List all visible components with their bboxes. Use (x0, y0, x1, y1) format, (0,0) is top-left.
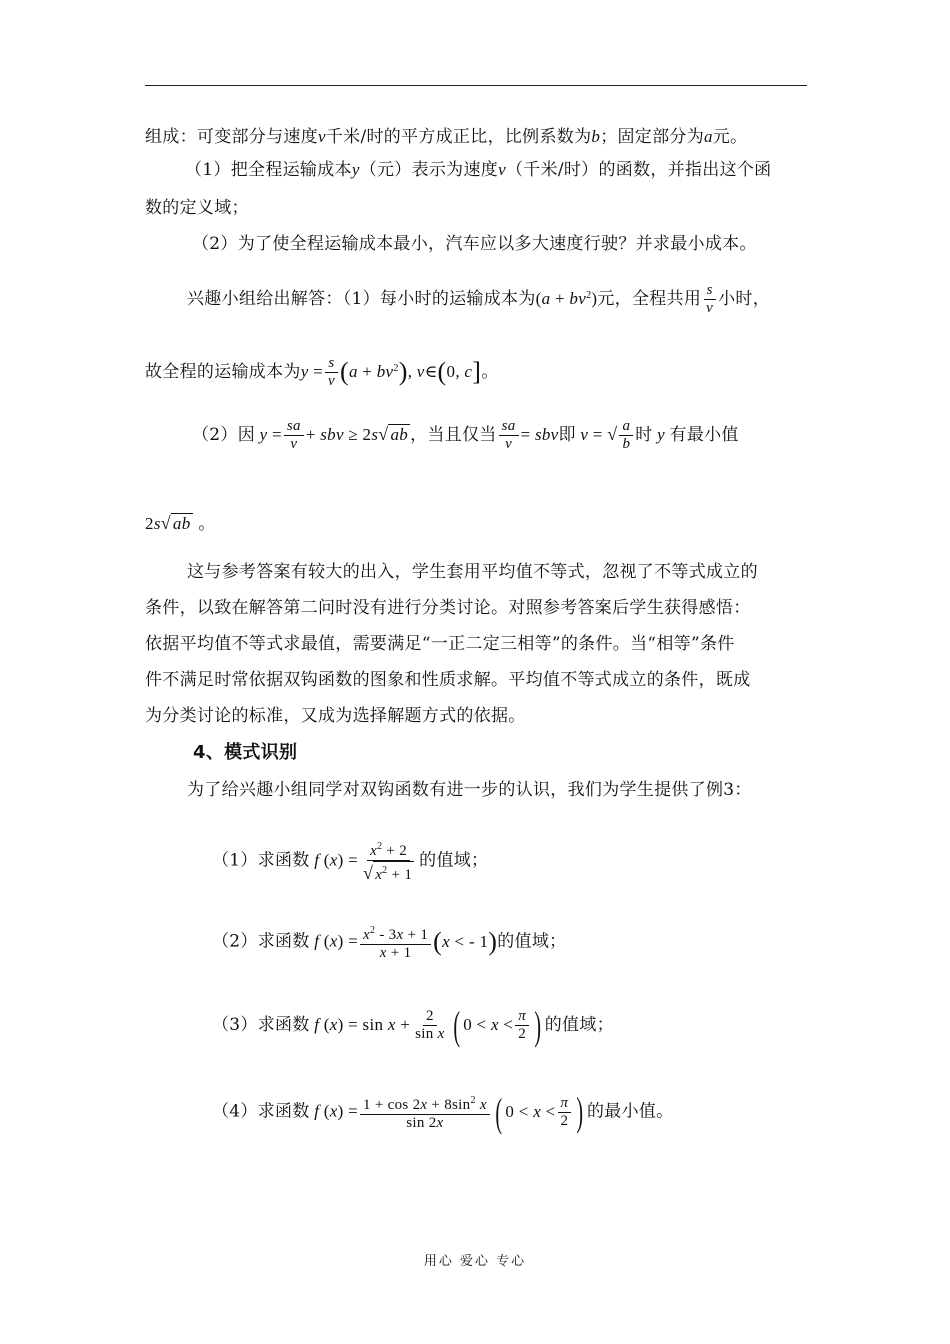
paragraph-line (145, 355, 499, 390)
fraction: $\frac{s}{v}$ (703, 282, 716, 317)
text: （1）把全程运输成本 (185, 160, 352, 180)
math-result: 2s√ ab 。 (145, 513, 216, 534)
paragraph-line: 数的定义域； (145, 198, 249, 218)
text: 有最小值 (669, 425, 739, 445)
text: 元，全程共用 (597, 289, 702, 309)
paragraph-line (187, 282, 770, 317)
text: ，当且仅当 (410, 425, 497, 445)
fraction: $\frac{x^2 - 3x + 1}{x + 1}$ (360, 922, 431, 962)
text: ；固定部分为 (600, 127, 705, 147)
fraction: $\frac{\pi}{2}$ (558, 1095, 572, 1130)
text: （元）表示为速度 (359, 160, 499, 180)
math-expr: ( 0 < x < (495, 1089, 556, 1135)
paragraph-line (192, 418, 739, 453)
math-expr: v = √ (580, 424, 618, 444)
math-b: b (591, 127, 601, 146)
text: 组成：可变部分与速度 (145, 127, 318, 147)
fraction: $\frac{sa}{v}$ (284, 418, 304, 453)
text: 时 (635, 425, 653, 445)
text: （4）求函数 (212, 1101, 310, 1122)
fraction: $\frac{1 + \cos 2x + 8\sin^2 x}{\sin 2x}$ (360, 1092, 490, 1132)
math-a: a (704, 127, 713, 146)
text: 的最小值。 (586, 1101, 674, 1122)
example-3: （3）求函数 f (x) = sin x + $\frac{2}{\text{sin x}}$ ( 0 < x < $\frac{\pi}{2}$ ) 的值域； (212, 1002, 614, 1049)
example-4: （4）求函数 f (x) = $\frac{1 + \cos 2x + 8\sin^2 x}{\sin 2x}$ ( 0 < x < $\frac{\pi}{2}$ ) 的最小值。 (212, 1089, 674, 1135)
math-expr: y = (300, 362, 323, 381)
paragraph-line: 这与参考答案有较大的出入，学生套用平均值不等式，忽视了不等式成立的 (187, 562, 758, 582)
paragraph-line: 条件，以致在解答第二问时没有进行分类讨论。对照参考答案后学生获得感悟： (145, 598, 751, 618)
text: 的值域； (544, 1015, 614, 1035)
math-expr: f (x) = (314, 931, 358, 951)
paragraph-line: （2）为了使全程运输成本最小，汽车应以多大速度行驶？并求最小成本。 (192, 234, 757, 254)
paragraph-line: 依据平均值不等式求最值，需要满足“一正二定三相等”的条件。当“相等”条件 (145, 634, 735, 654)
text: 故全程的运输成本为 (145, 362, 301, 382)
text: 千米/时的平方成正比，比例系数为 (325, 127, 592, 147)
text: （2）求函数 (212, 931, 310, 952)
paragraph-line (145, 127, 747, 147)
text: （3）求函数 (212, 1015, 310, 1035)
math-expr: y = (259, 425, 282, 444)
math-expr: $(a + bv^2)$, v∈(0, c] (339, 357, 482, 386)
text: 元。 (712, 127, 748, 147)
text: 的值域； (419, 850, 489, 871)
math-y: y (351, 160, 360, 179)
math-expr: ( 0 < x < (452, 1003, 514, 1049)
math-v: v (318, 127, 326, 146)
paragraph-line: 为了给兴趣小组同学对双钩函数有进一步的认识，我们为学生提供了例3： (187, 780, 752, 800)
text: （1）求函数 (212, 850, 310, 871)
text: 即 (558, 425, 576, 445)
math-y: y (652, 425, 670, 444)
text: 小时， (718, 289, 771, 309)
page-footer: 用心 爱心 专心 (423, 1254, 527, 1269)
header-rule (145, 85, 807, 86)
math-expr: f (x) = (314, 1101, 358, 1121)
paragraph-line: 为分类讨论的标准，又成为选择解题方式的依据。 (145, 706, 526, 726)
math-expr: (x < - 1) (433, 926, 498, 956)
text: （2）因 (192, 425, 256, 445)
section-heading: 4、模式识别 (193, 742, 298, 763)
text: 。 (481, 362, 499, 382)
fraction: $\frac{x^2 + 2}{√ x^2 + 1}$ (360, 838, 417, 884)
fraction: $\frac{a}{b}$ (619, 418, 633, 453)
example-1 (212, 838, 488, 884)
paragraph-line (185, 160, 771, 180)
text: 兴趣小组给出解答：（1）每小时的运输成本为 (187, 289, 536, 309)
paragraph-line: 件不满足时常依据双钩函数的图象和性质求解。平均值不等式成立的条件，既成 (145, 670, 751, 690)
math-expr: $(a + bv^2)$ (535, 289, 598, 308)
math-expr: f (x) = sin x + (314, 1015, 411, 1034)
fraction: $\frac{s}{v}$ (325, 355, 338, 390)
fraction: $\frac{\pi}{2}$ (515, 1008, 529, 1043)
text: 的值域； (497, 931, 567, 952)
text: （千米/时）的函数，并指出这个函 (505, 160, 772, 180)
fraction: $\frac{2}{\text{sin x}}$ (415, 1008, 445, 1042)
math-expr: = sbv (520, 425, 559, 444)
math-v: v (498, 160, 506, 179)
example-2 (212, 922, 566, 962)
fraction: $\frac{sa}{v}$ (499, 418, 519, 453)
math-expr: + sbv ≥ 2s√ ab (305, 424, 409, 444)
math-expr: f (x) = (314, 850, 358, 870)
